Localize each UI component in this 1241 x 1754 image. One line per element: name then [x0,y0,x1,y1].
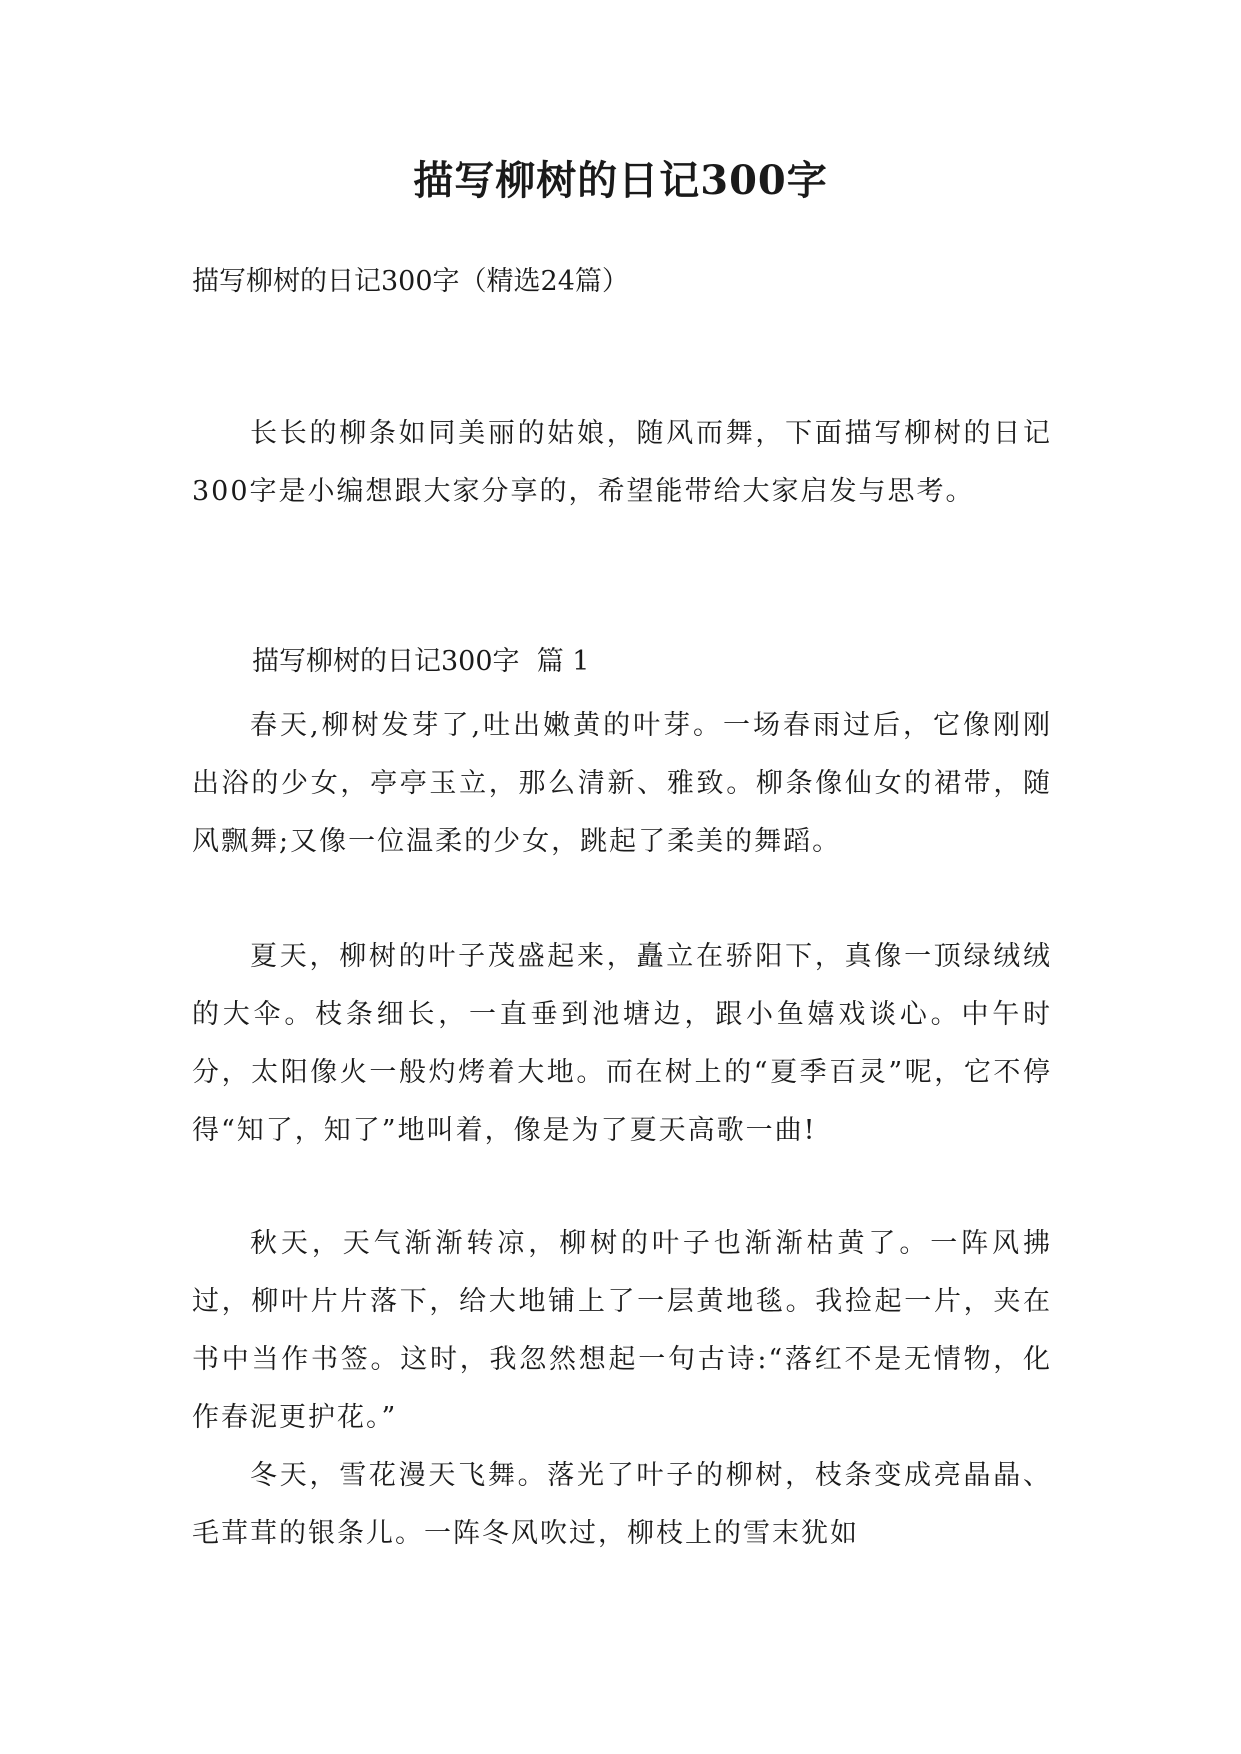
paragraph-autumn: 秋天，天气渐渐转凉，柳树的叶子也渐渐枯黄了。一阵风拂过，柳叶片片落下，给大地铺上了一层黄地毯。我捡起一片，夹在书中当作书签。这时，我忽然想起一句古诗:“落红不是无情物，化作春泥更护花。” [192,1228,1052,1433]
section-heading-title: 描写柳树的日记300字 [252,646,520,677]
document-title: 描写柳树的日记300字 [413,157,828,204]
section-heading-number: 篇 1 [536,646,590,677]
intro-paragraph: 长长的柳条如同美丽的姑娘，随风而舞，下面描写柳树的日记300字是小编想跟大家分享的，希望能带给大家启发与思考。 [192,418,1052,507]
paragraph-spring: 春天,柳树发芽了,吐出嫩黄的叶芽。一场春雨过后，它像刚刚出浴的少女，亭亭玉立，那么清新、雅致。柳条像仙女的裙带，随风飘舞;又像一位温柔的少女，跳起了柔美的舞蹈。 [192,710,1052,857]
paragraph-winter: 冬天，雪花漫天飞舞。落光了叶子的柳树，枝条变成亮晶晶、毛茸茸的银条儿。一阵冬风吹过，柳枝上的雪末犹如 [192,1460,1052,1549]
section-heading [252,642,589,682]
paragraph-summer: 夏天，柳树的叶子茂盛起来，矗立在骄阳下，真像一顶绿绒绒的大伞。枝条细长，一直垂到池塘边，跟小鱼嬉戏谈心。中午时分，太阳像火一般灼烤着大地。而在树上的“夏季百灵”呢，它不停得“知了，知了”地叫着，像是为了夏天高歌一曲! [192,941,1052,1146]
document-subtitle: 描写柳树的日记300字（精选24篇） [192,266,629,297]
